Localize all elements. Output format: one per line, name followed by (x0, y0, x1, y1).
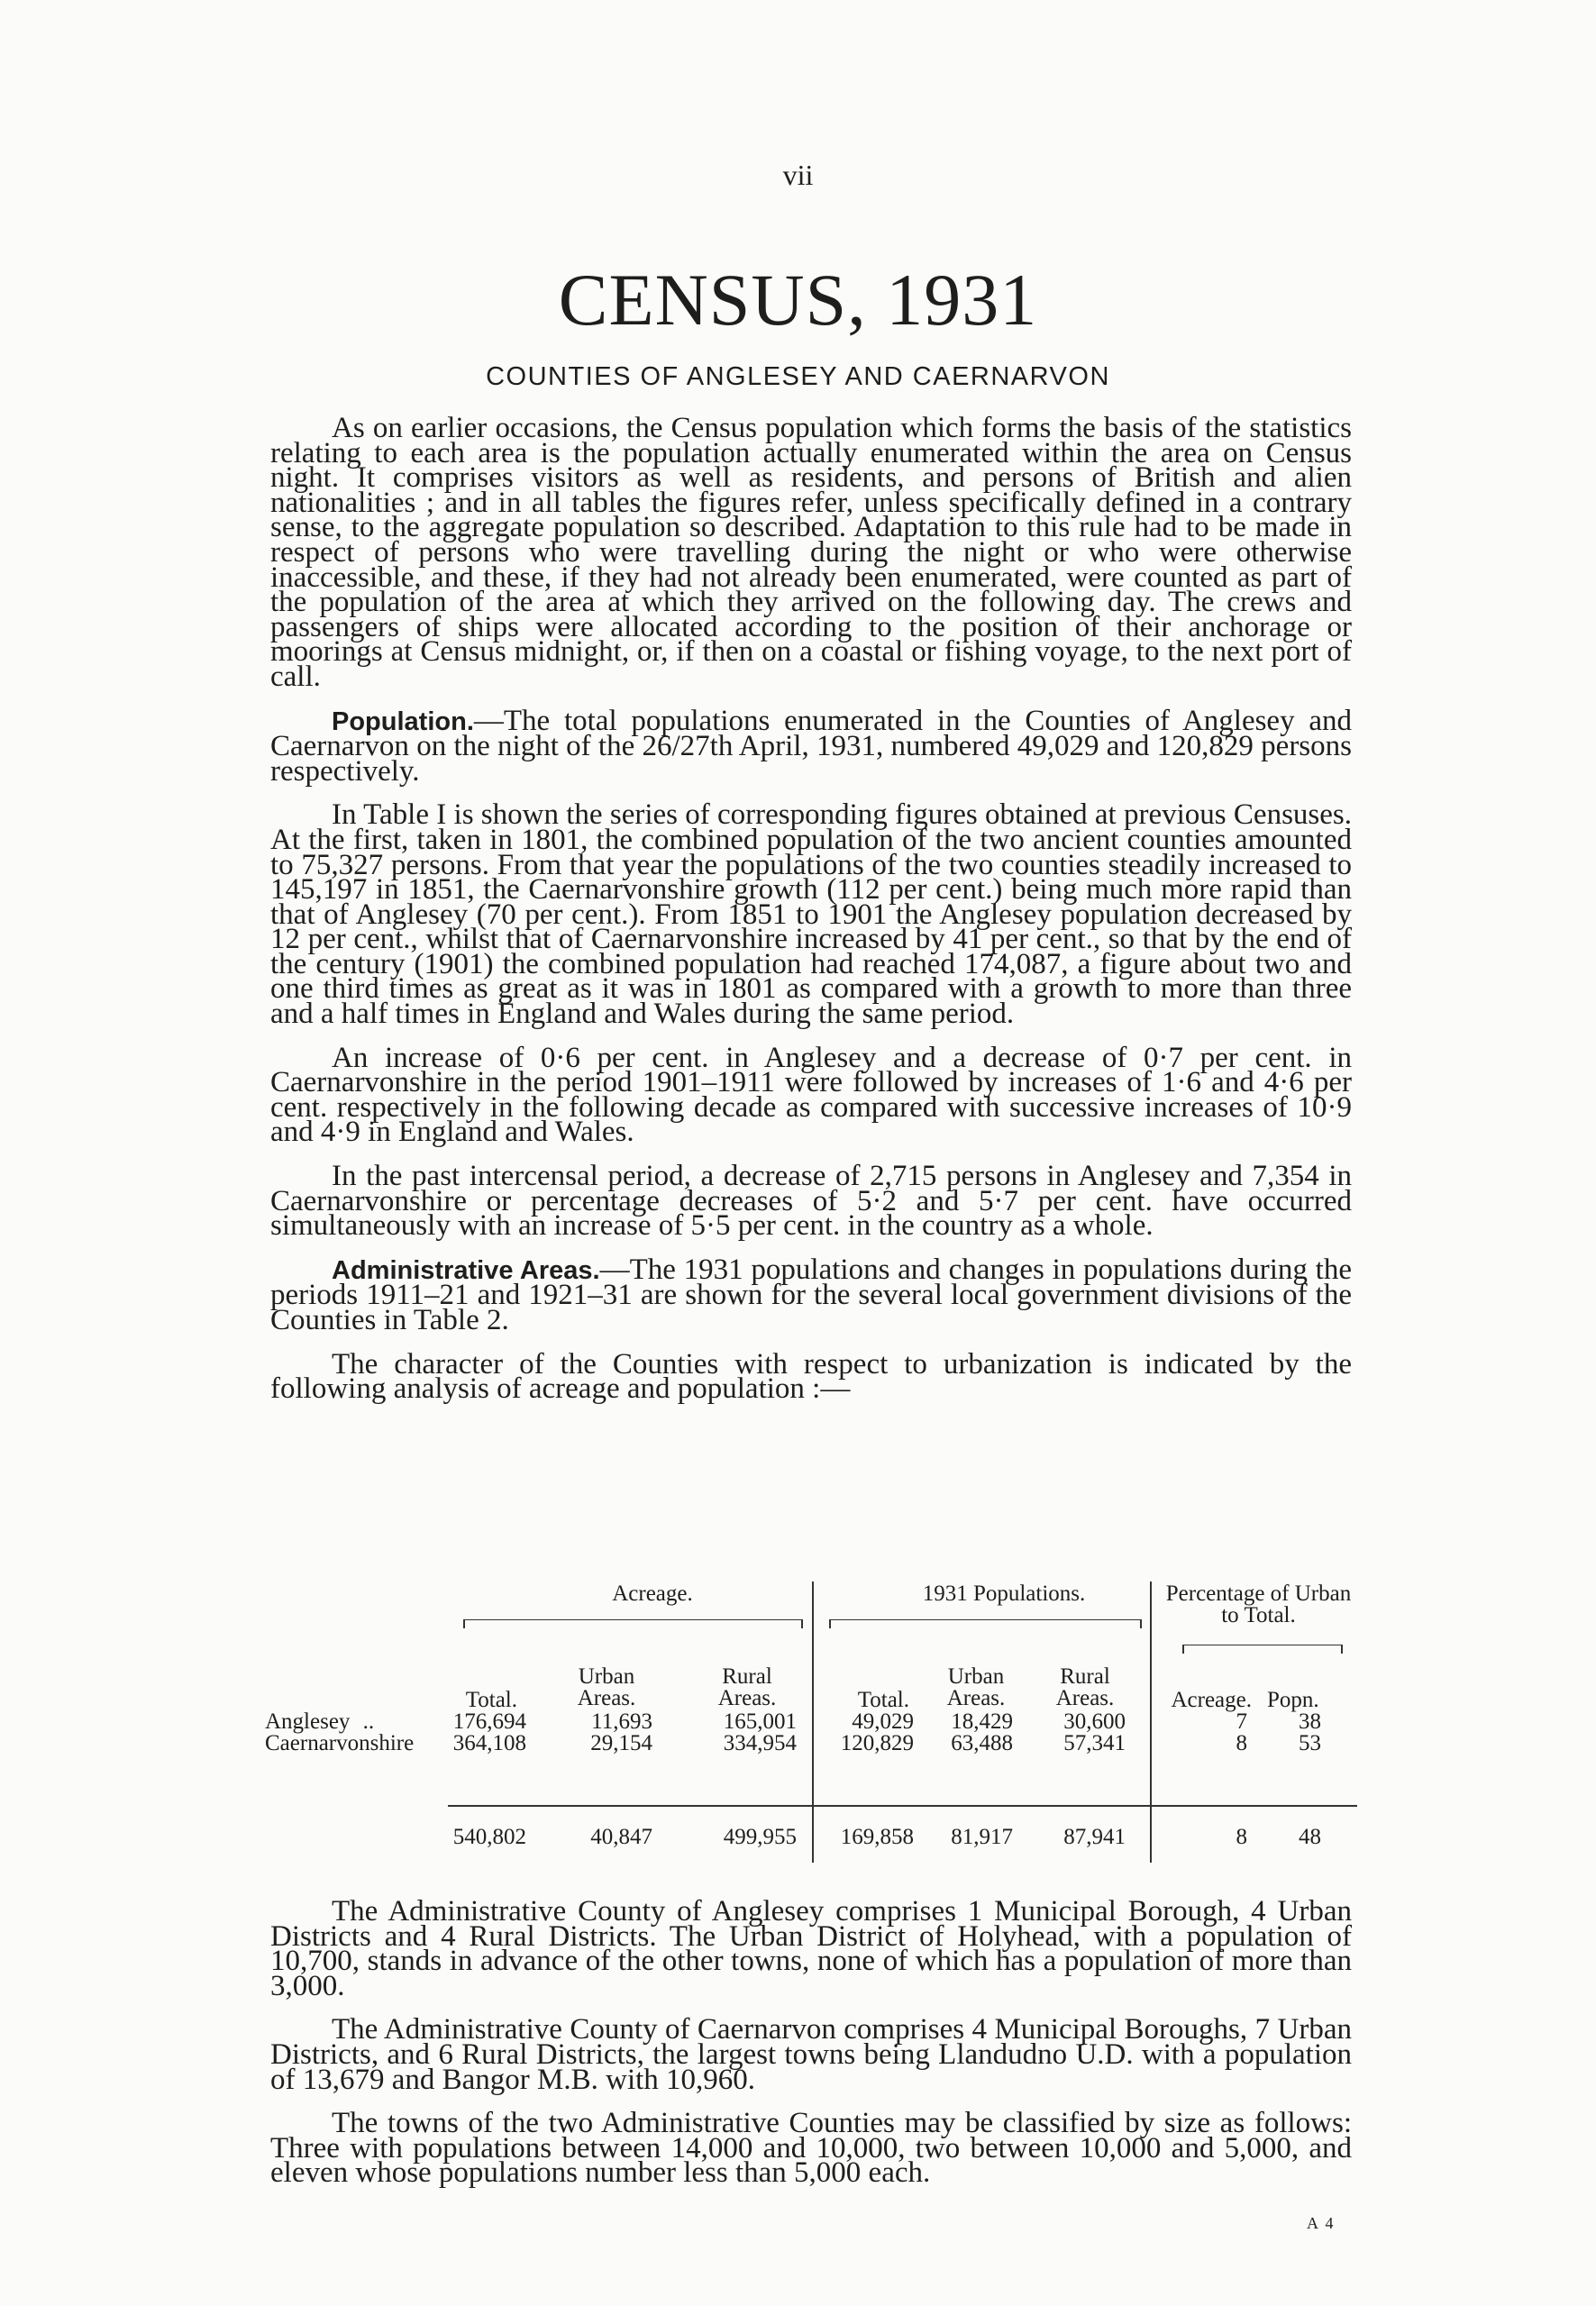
table-cell: 18,429 (951, 1709, 1013, 1734)
col-total: Total. (857, 1688, 909, 1712)
total-cell: 8 (1236, 1825, 1247, 1849)
paragraph-text: The character of the Counties with respect to urbanization is indicated by the following analysis of acreage and population :— (270, 1347, 1352, 1406)
urbanization-table (265, 1581, 1357, 1863)
col-pct-acreage: Acreage. (1171, 1688, 1252, 1712)
total-cell: 169,858 (840, 1825, 914, 1849)
paragraph-caernarvon-admin: The Administrative County of Caernarvon comprises 4 Municipal Boroughs, 7 Urban Districts, and 6 Rural Districts, the largest towns being Llandudno U.D. with a population of 13,679 and Bangor M.B. with 10,960. (270, 2013, 1352, 2096)
signature-mark: A 4 (1307, 2214, 1336, 2232)
paragraph-table-one (270, 798, 1352, 1031)
table-cell: 53 (1299, 1731, 1321, 1755)
body-text (270, 412, 1352, 1421)
total-cell: 540,802 (452, 1825, 526, 1849)
table-cell: 7 (1236, 1709, 1247, 1734)
paragraph-town-sizes: The towns of the two Administrative Counties may be classified by size as follows: Three with populations between 14,000 and 10,000, two between 10,000 and 5,000, and eleven whose populations number less than 5,000 each. (270, 2107, 1352, 2190)
paragraph-anglesey-admin: The Administrative County of Anglesey comprises 1 Municipal Borough, 4 Urban Districts and 4 Rural Districts. The Urban District of Holyhead, with a population of 10,700, stands in advance of the other towns, none of which has a population of more than 3,000. (270, 1895, 1352, 2002)
page-number: vii (782, 159, 814, 191)
col-total: Total. (465, 1688, 517, 1712)
col-rural: Rural Areas. (1055, 1664, 1115, 1710)
total-cell: 81,917 (951, 1825, 1013, 1849)
header-populations: 1931 Populations. (922, 1581, 1086, 1606)
table-cell: 364,108 (452, 1731, 526, 1755)
table-cell: 176,694 (452, 1709, 526, 1734)
page-title: CENSUS, 1931 (558, 259, 1038, 341)
table-cell: 11,693 (591, 1709, 652, 1734)
paragraph-increase (270, 1041, 1352, 1149)
runin-heading: Administrative Areas. (332, 1255, 600, 1285)
closing-text (270, 1895, 1352, 2205)
row-label: Anglesey (265, 1709, 351, 1734)
header-acreage: Acreage. (612, 1581, 693, 1606)
paragraph-basis (270, 412, 1352, 693)
paragraph-admin-areas (270, 1253, 1352, 1336)
total-cell: 40,847 (590, 1825, 652, 1849)
table-cell: 334,954 (723, 1731, 797, 1755)
column-divider (1150, 1581, 1152, 1863)
table-cell: 63,488 (951, 1731, 1013, 1755)
header-brace (463, 1619, 803, 1629)
total-cell: 48 (1299, 1825, 1321, 1849)
dot-leader: .. (362, 1709, 375, 1734)
table-cell: 38 (1299, 1709, 1321, 1734)
col-urban: Urban Areas. (946, 1664, 1006, 1710)
paragraph-intercensal (270, 1160, 1352, 1243)
col-rural: Rural Areas. (717, 1664, 777, 1710)
table-cell: 57,341 (1063, 1731, 1126, 1755)
paragraph-text: In Table I is shown the series of corresponding figures obtained at previous Censuses. At the first, taken in 1801, the combined population of the two ancient counties amounted to 75,327 persons. From that year the populations of the two counties steadily increased to 145,197 in 1851, the Caernarvonshire growth (112 per cent.) being much more rapid than that of Anglesey (70 per cent.). From 1851 to 1901 the Anglesey population decreased by 12 per cent., whilst that of Caernarvonshire increased by 41 per cent., so that by the end of the century (1901) the combined population had reached 174,087, a figure about two and one third times as great as it was in 1801 as compared with a growth to more than three and a half times in England and Wales during the same period. (270, 798, 1352, 1031)
page-subtitle: COUNTIES OF ANGLESEY AND CAERNARVON (486, 362, 1110, 391)
paragraph-text: —The 1931 populations and changes in populations during the periods 1911–21 and 1921–31 are shown for the several local government divisions of the Counties in Table 2. (270, 1253, 1352, 1336)
row-name: Caernarvonshire (265, 1731, 415, 1755)
col-pct-popn: Popn. (1267, 1688, 1319, 1712)
total-cell: 499,955 (723, 1825, 797, 1849)
paragraph-text: —The total populations enumerated in the Counties of Anglesey and Caernarvon on the night of the 26/27th April, 1931, numbered 49,029 and 120,829 persons respectively. (270, 704, 1352, 788)
paragraph-text: In the past intercensal period, a decrease of 2,715 persons in Anglesey and 7,354 in Caernarvonshire or percentage decreases of 5·2 and 5·7 per cent. have occurred simultaneously with an increase of 5·5 per cent. in the country as a whole. (270, 1160, 1352, 1243)
header-brace (829, 1619, 1142, 1629)
paragraph-text: As on earlier occasions, the Census population which forms the basis of the statistics relating to each area is the population actually enumerated within the area on Census night. It comprises visitors as well as residents, and persons of British and alien nationalities ; and in all tables the figures refer, unless specifically defined in a contrary sense, to the aggregate population so described. Adaptation to this rule had to be made in respect of persons who were travelling during the night or who were otherwise inaccessible, and these, if they had not already been enumerated, were counted as part of the population of the area at which they arrived on the following day. The crews and passengers of ships were allocated according to the position of their anchorage or moorings at Census midnight, or, if then on a coastal or fishing voyage, to the next port of call. (270, 412, 1352, 693)
paragraph-text: An increase of 0·6 per cent. in Anglesey and a decrease of 0·7 per cent. in Caernarvonshire in the period 1901–1911 were followed by increases of 1·6 and 4·6 per cent. respectively in the following decade as compared with successive increases of 10·9 and 4·9 in England and Wales. (270, 1041, 1352, 1149)
header-percentage: Percentage of Urban to Total. (1165, 1581, 1352, 1627)
table-cell: 49,029 (852, 1709, 914, 1734)
table-cell: 165,001 (723, 1709, 797, 1734)
header-brace (1182, 1645, 1343, 1654)
paragraph-population (270, 704, 1352, 788)
total-cell: 87,941 (1063, 1825, 1126, 1849)
runin-heading: Population. (332, 706, 474, 736)
total-rule (448, 1805, 1357, 1807)
table-cell: 30,600 (1063, 1709, 1126, 1734)
col-urban: Urban Areas. (577, 1664, 636, 1710)
paragraph-urbanization (270, 1347, 1352, 1406)
table-cell: 8 (1236, 1731, 1247, 1755)
table-cell: 29,154 (590, 1731, 652, 1755)
table-cell: 120,829 (840, 1731, 914, 1755)
